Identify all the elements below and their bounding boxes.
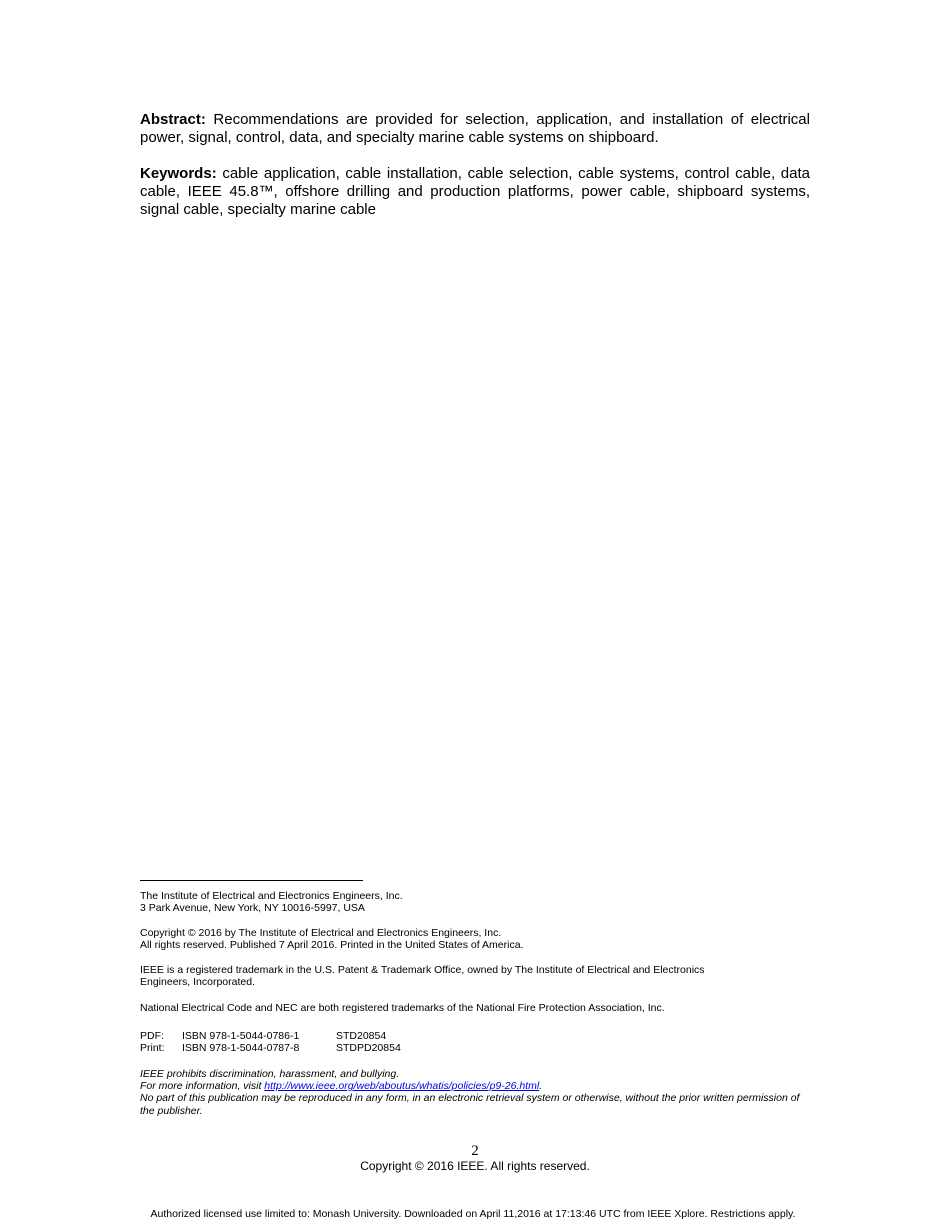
abstract-text: Recommendations are provided for selection, application, and installation of electrical power, signal, control, data, and specialty marine cable systems on shipboard. xyxy=(140,111,810,146)
publisher-address: 3 Park Avenue, New York, NY 10016-5997, USA xyxy=(140,902,365,915)
isbn-number: ISBN 978-1-5044-0786-1 xyxy=(182,1030,300,1042)
more-info-prefix: For more information, visit xyxy=(140,1080,265,1093)
footnote-divider xyxy=(140,880,363,881)
copyright-block xyxy=(140,927,812,951)
more-info-suffix: . xyxy=(539,1080,543,1093)
keywords-paragraph xyxy=(140,165,810,219)
isbn-row-print xyxy=(140,1042,812,1054)
trademark-block xyxy=(140,964,812,988)
reproduction-notice: No part of this publication may be reproduced in any form, in an electronic retrieval system or otherwise, without the prior written permission of the publisher. xyxy=(140,1092,800,1117)
isbn-table xyxy=(140,1030,812,1054)
nec-trademark-note: National Electrical Code and NEC are both registered trademarks of the National Fire Protection Association, Inc. xyxy=(140,1002,665,1014)
page-number: 2 xyxy=(471,1143,479,1159)
abstract-label: Abstract: xyxy=(140,111,206,128)
copyright-line: Copyright © 2016 by The Institute of Electrical and Electronics Engineers, Inc. xyxy=(140,927,502,939)
isbn-number: ISBN 978-1-5044-0787-8 xyxy=(182,1042,300,1055)
keywords-text: cable application, cable installation, cable selection, cable systems, control cable, data cable, IEEE 45.8™, offshore drilling and production platforms, power cable, shipboard systems, signal cable, specialty marine cable xyxy=(140,165,810,218)
isbn-format: Print: xyxy=(140,1042,165,1055)
trademark-line-1: IEEE is a registered trademark in the U.S. Patent & Trademark Office, owned by The Institute of Electrical and Electronics xyxy=(140,964,705,976)
publisher-block xyxy=(140,890,812,914)
isbn-format: PDF: xyxy=(140,1030,164,1042)
trademark-line-2: Engineers, Incorporated. xyxy=(140,976,255,989)
footer-copyright: Copyright © 2016 IEEE. All rights reserved. xyxy=(360,1159,590,1173)
license-note: Authorized licensed use limited to: Monash University. Downloaded on April 11,2016 at 17:13:46 UTC from IEEE Xplore. Restrictions apply. xyxy=(150,1208,796,1220)
isbn-code: STDPD20854 xyxy=(336,1042,401,1055)
rights-line: All rights reserved. Published 7 April 2016. Printed in the United States of America. xyxy=(140,939,524,952)
isbn-code: STD20854 xyxy=(336,1030,387,1042)
discrimination-notice: IEEE prohibits discrimination, harassment, and bullying. xyxy=(140,1068,400,1080)
abstract-paragraph xyxy=(140,111,810,147)
policy-notice xyxy=(140,1068,812,1117)
keywords-label: Keywords: xyxy=(140,165,217,182)
publisher-name: The Institute of Electrical and Electronics Engineers, Inc. xyxy=(140,890,403,902)
more-info-line xyxy=(140,1080,812,1092)
policy-link[interactable]: http://www.ieee.org/web/aboutus/whatis/policies/p9-26.html xyxy=(264,1080,540,1093)
isbn-row-pdf xyxy=(140,1030,812,1042)
